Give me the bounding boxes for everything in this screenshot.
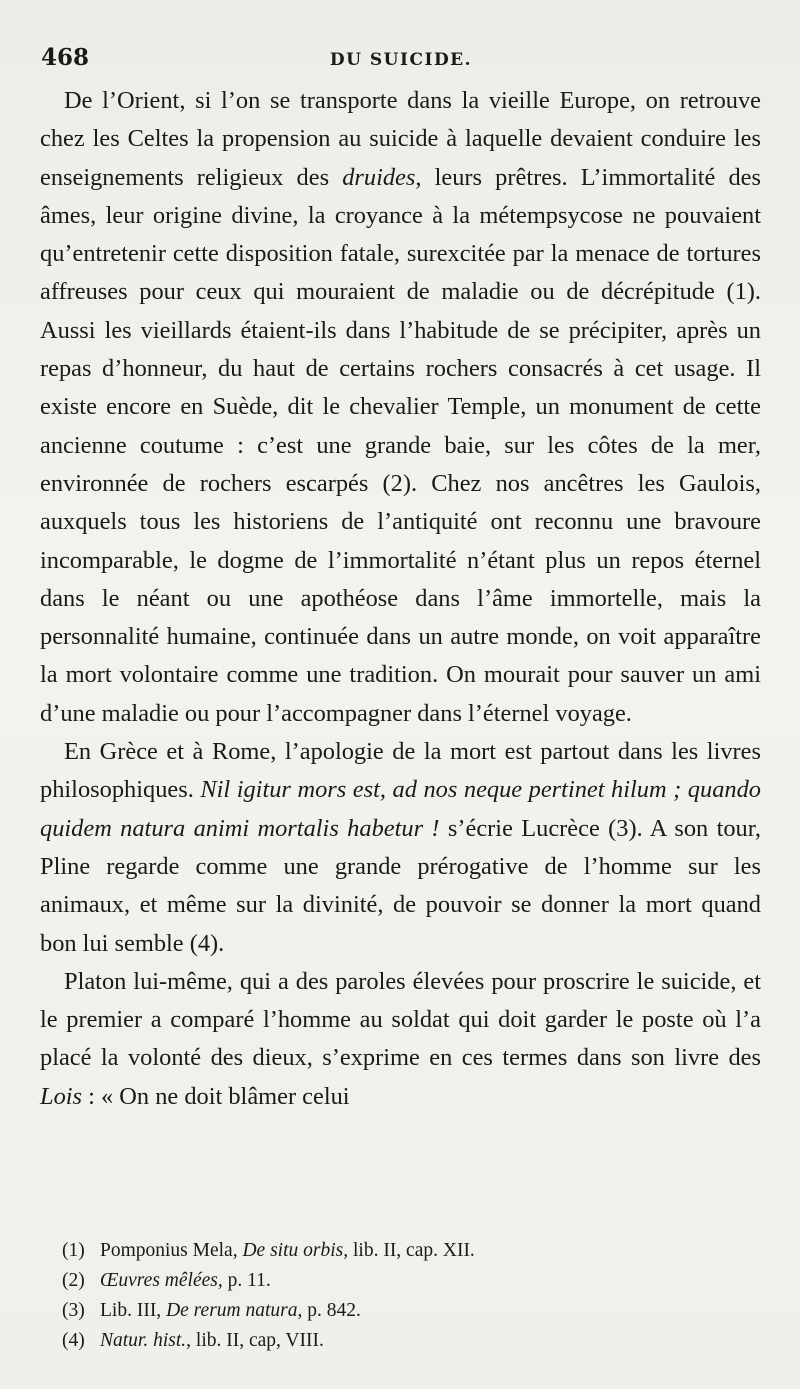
footnote-text: Œuvres mêlées, (100, 1270, 223, 1291)
paragraph-text: , leurs prêtres. L’immortalité des âmes, leur origine divine, la croyance à la métempsycose ne pouvaient qu’entretenir cette disposition fatale, surexcitée par la menace de tortures affreuses pour ceux qui mouraient de maladie ou de décrépitude (1). Aussi les vieillards étaient-ils dans l’habitude de se précipiter, après un repas d’honneur, du haut de certains rochers consacrés à cet usage. Il existe encore en Suède, dit le chevalier Temple, un monument de cette ancienne coutume : c’est une grande baie, sur les côtes de la mer, environnée de rochers escarpés (2). Chez nos ancêtres les Gaulois, auxquels tous les historiens de l’antiquité ont reconnu une bravoure incomparable, le dogme de l’immortalité n’étant plus un repos éternel dans le néant ou une apothéose dans l’âme immortelle, mais la personnalité humaine, continuée dans un autre monde, on voit apparaître la mort volontaire comme une tradition. On mourait pour sauver un ami d’une maladie ou pour l’accompagner dans l’éternel voyage. (40, 163, 761, 727)
paragraph-text: : « On ne doit blâmer celui (82, 1082, 350, 1110)
footnote-text: De rerum natura, (166, 1300, 303, 1321)
footnote-text: lib. II, cap, VIII. (191, 1330, 324, 1351)
body-text (40, 82, 761, 1116)
italic-text: Nil igitur mors est, ad nos neque pertinet hilum ; quando quidem natura animi mortalis habetur ! (40, 776, 761, 842)
paragraph-text: Platon lui-même, qui a des paroles élevées pour proscrire le suicide, et le premier a comparé l’homme au soldat qui doit garder le poste où l’a placé la volonté des dieux, s’exprime en ces termes dans son livre des (40, 967, 761, 1072)
footnote-text: lib. II, cap. XII. (348, 1240, 475, 1261)
footnote-text: Pomponius Mela, (100, 1240, 243, 1261)
footnote-number: (1) (62, 1240, 85, 1261)
footnote-text: p. 842. (302, 1300, 361, 1321)
footnote (62, 1266, 752, 1296)
footnote-text: p. 11. (222, 1270, 271, 1291)
italic-text: druides (342, 163, 416, 191)
running-title: DU SUICIDE. (329, 50, 473, 70)
page-number: 468 (41, 44, 90, 71)
footnote-text: De situ orbis, (242, 1240, 349, 1261)
footnote-text: Natur. hist., (100, 1330, 192, 1351)
paragraph-text: En Grèce et à Rome, l’apologie de la mort est partout dans les livres philosophiques. (40, 738, 761, 804)
paragraph (40, 733, 761, 963)
italic-text: Lois (40, 1082, 83, 1110)
footnotes (62, 1236, 752, 1356)
paragraph-text: De l’Orient, si l’on se transporte dans la vieille Europe, on retrouve chez les Celtes la propension au suicide à laquelle devaient conduire les enseignements religieux des (40, 87, 761, 191)
footnote (62, 1296, 752, 1326)
page-header (41, 44, 761, 84)
footnote (62, 1236, 752, 1266)
footnote-number: (3) (62, 1300, 85, 1321)
footnote-number: (4) (62, 1330, 85, 1351)
paragraph (40, 963, 761, 1116)
paragraph (40, 82, 761, 733)
paragraph-text: s’écrie Lucrèce (3). A son tour, Pline regarde comme une grande prérogative de l’homme sur les animaux, et même sur la divinité, de pouvoir se donner la mort quand bon lui semble (4). (40, 814, 761, 957)
footnote (62, 1326, 752, 1356)
footnote-number: (2) (62, 1270, 85, 1291)
footnote-text: Lib. III, (100, 1300, 167, 1321)
